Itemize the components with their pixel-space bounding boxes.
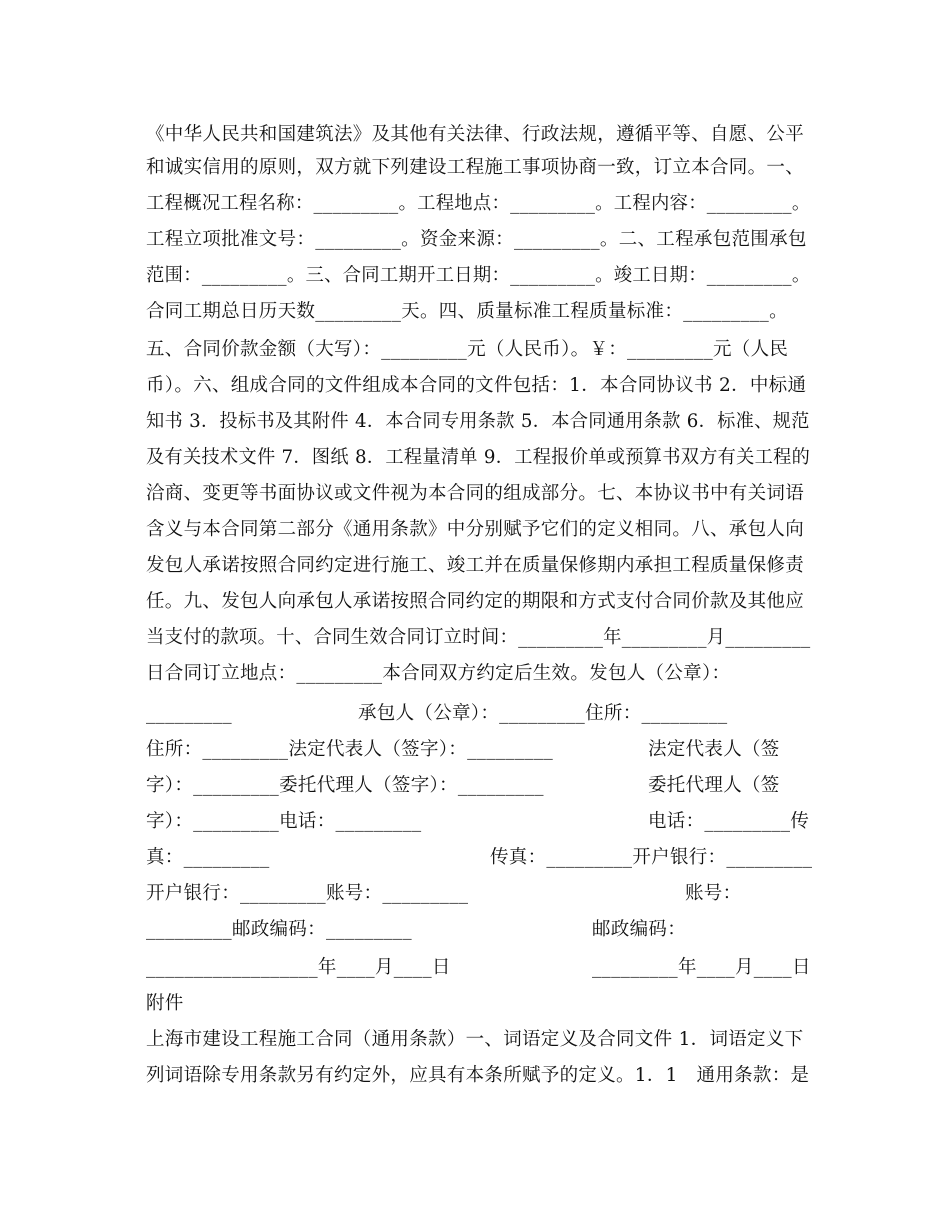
- signature-left: 字）：_________委托代理人（签字）：_________: [146, 775, 544, 796]
- body-line: 发包人承诺按照合同约定进行施工、竣工并在质量保修期内承担工程质量保修责: [146, 555, 805, 576]
- body-line: 含义与本合同第二部分《通用条款》中分别赋予它们的定义相同。八、承包人向: [146, 519, 805, 540]
- signature-left: _________邮政编码：_________: [146, 919, 412, 940]
- body-line: 日合同订立地点：_________本合同双方约定后生效。发包人（公章）：: [146, 663, 731, 684]
- signature-left: _________: [146, 703, 232, 724]
- appendix-line: 上海市建设工程施工合同（通用条款）一、词语定义及合同文件 1．词语定义下: [146, 1029, 804, 1050]
- attachment-heading: 附件: [146, 993, 184, 1014]
- appendix-line: 列词语除专用条款另有约定外，应具有本条所赋予的定义。1．1 通用条款：是: [146, 1065, 810, 1086]
- body-line: 合同工期总日历天数_________天。四、质量标准工程质量标准：_________。: [146, 301, 788, 322]
- signature-right: 委托代理人（签: [648, 775, 780, 796]
- signature-row: [146, 697, 810, 731]
- body-line: 五、合同价款金额（大写）：_________元（人民币）。￥：_________元（人民: [146, 339, 789, 360]
- body-line: 工程概况工程名称：_________。工程地点：_________。工程内容：_________。: [146, 193, 811, 214]
- signature-right: 邮政编码：: [592, 919, 687, 940]
- body-line: 知书 3．投标书及其附件 4．本合同专用条款 5．本合同通用条款 6．标准、规范: [146, 411, 810, 432]
- signature-row: [146, 841, 813, 875]
- signature-left: 住所：_________法定代表人（签字）：_________: [146, 739, 554, 760]
- signature-center: 承包人（公章）：_________住所：_________: [358, 703, 728, 724]
- signature-left: 真：_________: [146, 847, 270, 868]
- signature-row: [146, 733, 810, 767]
- signature-left: 字）：_________电话：_________: [146, 811, 422, 832]
- signature-right: 法定代表人（签: [648, 739, 780, 760]
- signature-row: [146, 877, 810, 911]
- signature-row: [146, 951, 810, 985]
- signature-left: 开户银行：_________账号：_________: [146, 883, 469, 904]
- body-line: 《中华人民共和国建筑法》及其他有关法律、行政法规，遵循平等、自愿、公平: [146, 124, 805, 145]
- signature-right: 账号：: [685, 883, 742, 904]
- body-line: 当支付的款项。十、合同生效合同订立时间：_________年_________月_________: [146, 627, 811, 648]
- body-line: 洽商、变更等书面协议或文件视为本合同的组成部分。七、本协议书中有关词语: [146, 483, 805, 504]
- body-line: 工程立项批准文号：_________。资金来源：_________。二、工程承包范围承包: [146, 229, 807, 250]
- body-line: 及有关技术文件 7．图纸 8．工程量清单 9．工程报价单或预算书双方有关工程的: [146, 447, 811, 468]
- signature-row: [146, 913, 810, 947]
- signature-row: [146, 769, 810, 803]
- body-line: 任。九、发包人向承包人承诺按照合同约定的期限和方式支付合同价款及其他应: [146, 591, 805, 612]
- signature-left: __________________年____月____日: [146, 957, 451, 978]
- signature-right: 电话：_________传: [648, 811, 810, 832]
- signature-right: 传真：_________开户银行：_________: [490, 847, 813, 868]
- body-line: 币）。六、组成合同的文件组成本合同的文件包括：1．本合同协议书 2．中标通: [146, 375, 807, 396]
- signature-row: [146, 805, 810, 839]
- signature-right: _________年____月____日: [592, 957, 811, 978]
- body-line: 范围：_________。三、合同工期开工日期：_________。竣工日期：_________。: [146, 265, 811, 286]
- body-line: 和诚实信用的原则，双方就下列建设工程施工事项协商一致，订立本合同。一、: [146, 157, 805, 178]
